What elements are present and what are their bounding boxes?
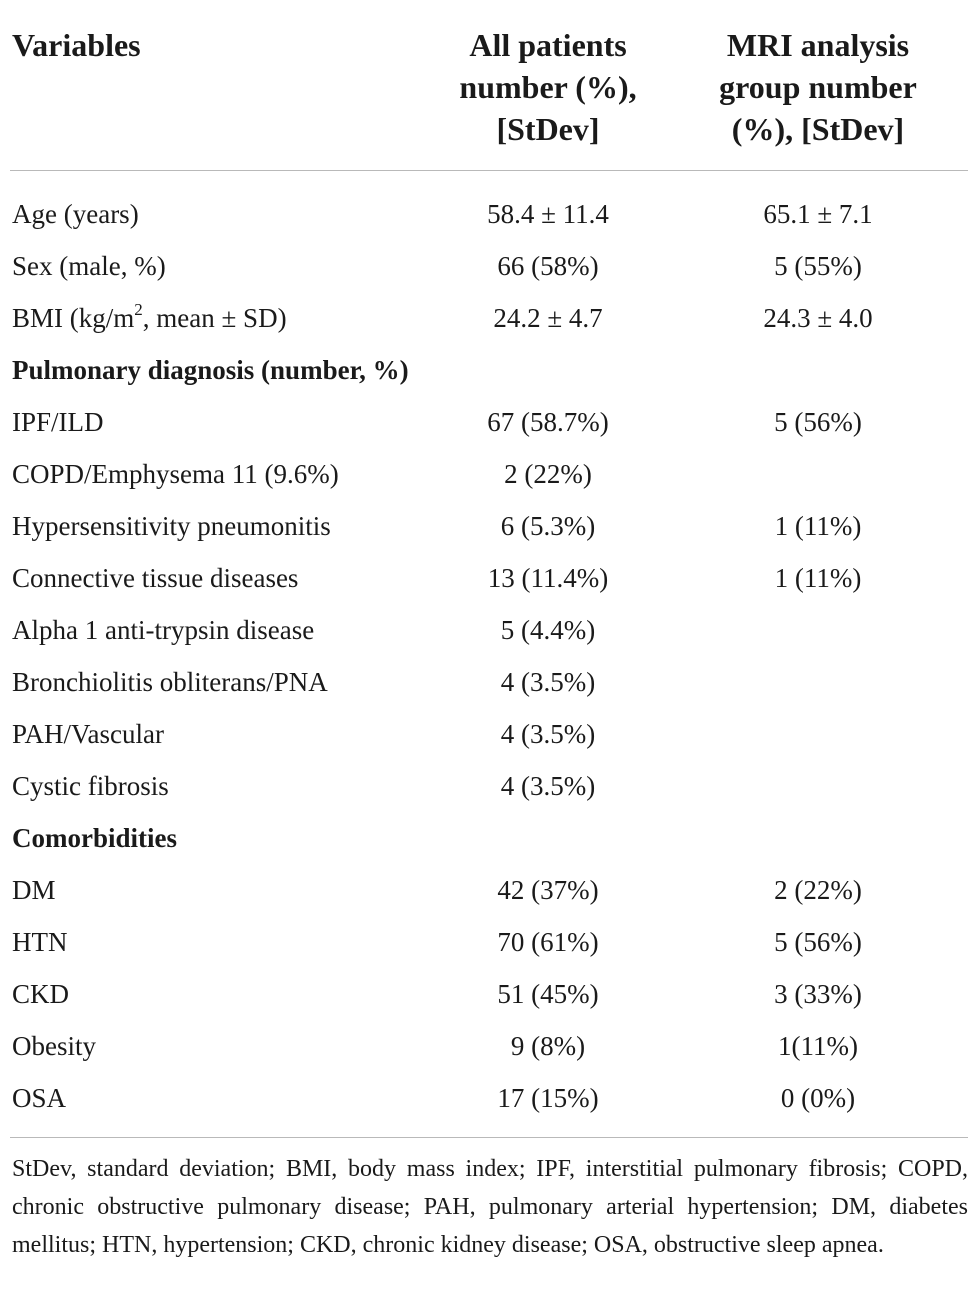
variable-label: PAH/Vascular: [12, 719, 164, 749]
variable-label: IPF/ILD: [12, 407, 104, 437]
section-row: [0, 344, 979, 396]
variable-label: OSA: [12, 1083, 67, 1113]
mri-group-value: 1 (11%): [774, 563, 862, 593]
variable-label: HTN: [12, 927, 68, 957]
table-row: [0, 448, 979, 500]
variable-label: Cystic fibrosis: [12, 771, 169, 801]
variable-label: CKD: [12, 979, 70, 1009]
mri-group-value: 1(11%): [778, 1031, 858, 1061]
header-divider: [10, 170, 968, 171]
table-row: [0, 1020, 979, 1072]
table-row: [0, 396, 979, 448]
all-patients-value: 13 (11.4%): [487, 563, 609, 593]
table-row: [0, 760, 979, 812]
all-patients-value: 42 (37%): [497, 875, 599, 905]
header-variables: Variables: [12, 27, 141, 63]
all-patients-value: 4 (3.5%): [500, 719, 596, 749]
table-row: [0, 656, 979, 708]
section-row: [0, 812, 979, 864]
table-row: [0, 916, 979, 968]
header-all-patients: [438, 24, 658, 150]
variable-label-part: , mean ± SD): [142, 303, 287, 333]
mri-group-value: 5 (56%): [774, 407, 862, 437]
variable-label-superscript: 2: [134, 300, 143, 319]
variable-label: DM: [12, 875, 56, 905]
all-patients-value: 9 (8%): [510, 1031, 586, 1061]
all-patients-value: 67 (58.7%): [487, 407, 609, 437]
all-patients-value: 5 (4.4%): [500, 615, 596, 645]
mri-group-value: 5 (56%): [774, 927, 862, 957]
mri-group-value: 24.3 ± 4.0: [763, 303, 873, 333]
variable-label: Bronchiolitis obliterans/PNA: [12, 667, 328, 697]
header-all-patients-line: All patients: [469, 27, 627, 63]
table-row: [0, 968, 979, 1020]
table-row: [0, 604, 979, 656]
all-patients-value: 4 (3.5%): [500, 667, 596, 697]
variable-label: Connective tissue diseases: [12, 563, 299, 593]
mri-group-value: 0 (0%): [780, 1083, 856, 1113]
mri-group-value: 1 (11%): [774, 511, 862, 541]
all-patients-value: 6 (5.3%): [500, 511, 596, 541]
all-patients-value: 24.2 ± 4.7: [493, 303, 603, 333]
all-patients-value: 2 (22%): [504, 459, 592, 489]
mri-group-value: 65.1 ± 7.1: [763, 199, 873, 229]
table-row: [0, 292, 979, 344]
section-heading: Comorbidities: [12, 823, 177, 853]
variable-label: Obesity: [12, 1031, 96, 1061]
footer-divider: [10, 1137, 968, 1138]
variable-label-part: BMI (kg/m: [12, 303, 135, 333]
variable-label: Sex (male, %): [12, 251, 166, 281]
table-row: [0, 552, 979, 604]
table-row: [0, 1072, 979, 1124]
table-row: [0, 500, 979, 552]
all-patients-value: 58.4 ± 11.4: [487, 199, 609, 229]
header-mri-group-line: (%), [StDev]: [731, 111, 905, 147]
header-mri-group-line: group number: [719, 69, 917, 105]
section-heading: Pulmonary diagnosis (number, %): [12, 355, 409, 385]
header-all-patients-line: [StDev]: [496, 111, 600, 147]
mri-group-value: 2 (22%): [774, 875, 862, 905]
variable-label: Hypersensitivity pneumonitis: [12, 511, 331, 541]
variable-label: COPD/Emphysema 11 (9.6%): [12, 459, 339, 489]
all-patients-value: 51 (45%): [497, 979, 599, 1009]
table-row: [0, 240, 979, 292]
table-footnote: StDev, standard deviation; BMI, body mass index; IPF, interstitial pulmonary fibrosis; COPD, chronic obstructive pulmonary disease; PAH, pulmonary arterial hypertension; DM, diabetes mellitus; HTN, hypertension; CKD, chronic kidney disease; OSA, obstructive sleep apnea.: [12, 1156, 968, 1258]
header-mri-group: [693, 24, 943, 150]
variable-label: [12, 292, 287, 344]
table-row: [0, 188, 979, 240]
variable-label: Alpha 1 anti-trypsin disease: [12, 615, 315, 645]
all-patients-value: 70 (61%): [497, 927, 599, 957]
mri-group-value: 5 (55%): [774, 251, 862, 281]
table-row: [0, 708, 979, 760]
all-patients-value: 4 (3.5%): [500, 771, 596, 801]
header-all-patients-line: number (%),: [459, 69, 637, 105]
header-mri-group-line: MRI analysis: [726, 27, 910, 63]
variable-label: Age (years): [12, 199, 139, 229]
table-row: [0, 864, 979, 916]
all-patients-value: 17 (15%): [497, 1083, 599, 1113]
all-patients-value: 66 (58%): [497, 251, 599, 281]
mri-group-value: 3 (33%): [774, 979, 862, 1009]
